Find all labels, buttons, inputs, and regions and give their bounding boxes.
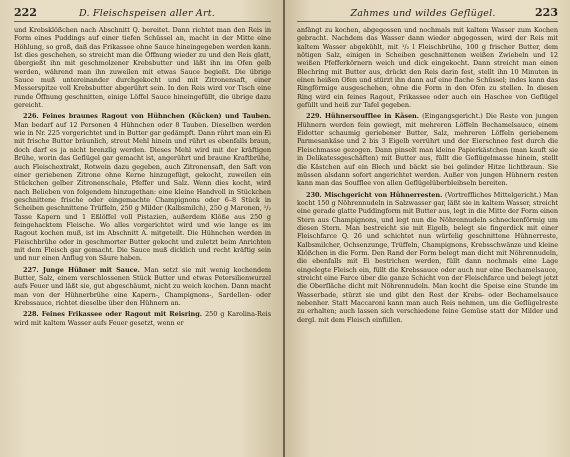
paragraph-continuation: [14, 26, 271, 109]
recipe-230: [297, 191, 558, 325]
recipe-text: Man bedarf auf 12 Personen 4 Hühnchen oder 8 Tauben. Dieselben werden wie in Nr. 225 vorgerichtet und in Butter gar gedämpft. Dann rührt man ein Ei mit frische Butter bräunlich, streut Mehl hinein und rührt es ebenfalls braun, doch darf es ja nicht brenzlig werden. Dieses Mehl wird mit der kräftigen Brühe, worin das Geflügel gar gemacht ist, angerührt und braune Kraftbrühe, auch Fleischextrakt, Rotwein dazu gegeben, auch Zitronensaft, den Saft von einer geriebenen Zitrone ohne Kerne hinzugefügt, gekocht, zuweilen ein Stückchen gelber Zitronenschale, Pfeffer und Salz. Wenn dies kocht, wird nach Belieben von folgendem hinzugethan: eine kleine Handvoll in Stückchen geschnittene frische oder eingemachte Champignons oder 6–8 Stück in Scheiben geschnittene Trüffeln, 250 g Milder (Kalbsmilch), 250 g Maronen, ¹/₂ Tasse Kapern und 1 Eßlöffel voll Pistazien, außerdem Klöße aus 250 g feingehacktem Fleische. Wo alles vorgerichtet wird und wie lange es im Ragout kochen muß, ist im Abschnitt A. mitgeteilt. Die Hühnchen werden in Fleischbrühe oder in geschmorter Butter gekocht und zuletzt beim Anrichten mit dem Fleisch gar gemacht. Die Sauce muß dicklich und recht kräftig sein und nur einen Anflug von Säure haben.: [14, 120, 271, 263]
recipe-heading: 227. Junge Hühner mit Sauce.: [23, 265, 145, 274]
right-page-header: [297, 6, 558, 22]
recipe-227: [14, 266, 271, 308]
right-running-title: Zahmes und wildes Geflügel.: [350, 8, 496, 19]
book-gutter: [283, 0, 285, 457]
right-page: [283, 0, 570, 457]
left-page-header: [14, 6, 271, 22]
recipe-heading: 230. Mischgericht von Hühnerresten.: [306, 190, 445, 199]
recipe-226: [14, 112, 271, 262]
paragraph-continuation: [297, 26, 558, 109]
left-page-body: [14, 26, 271, 327]
recipe-text: (Vortreffliches Mittelgericht.) Man kocht 150 g Nöhrennudeln in Salzwasser gar, läßt sie in kaltem Wasser, streicht eine gerade glatte Puddingform mit Butter aus, legt in die Mitte der Form einen Stern aus Champignons, und legt nun die Nöhrennudeln schneckenförmig um diesen Stern. Man bestreicht sie mit Eigelb, belegt sie fingerdick mit einer Fleischfarce Q. 26 und schichtet nun würfelig geschnittene Hühnerreste, Kalbsmilcher, Ochsenzunge, Trüffeln, Champignons, Krebsschwänze und kleine Klößchen in die Form. Den Rand der Form belegt man dicht mit Nöhrennudeln, die ebenfalls mit Ei bestrichen werden, füllt dann nochmals eine Lage eingelegte Fleisch ein, füllt die Krebssauce oder auch nur eine Bechamelsauce, streicht eine Farce über die ganze Schicht von der Fleischfarce und belegt jetzt die Oberfläche dicht mit Nöhrennudeln. Man kocht die Speise eine Stunde im Wasserbade, stürzt sie und gibt den Rest der Krebs- oder Bechamelsauce nebenher. Statt Maccaroni kann man auch Reis nehmen, um die Geflügelreste zu erhalten; auch lassen sich verschiedene feine Gemüse statt der Milder und dergl. mit dem Fleisch einfüllen.: [297, 190, 558, 324]
recipe-heading: 229. Hühnersoufflee in Käsen.: [306, 112, 423, 121]
recipe-228: [14, 310, 271, 327]
left-page-number: 222: [14, 6, 37, 19]
paragraph-text: anfängt zu kochen, abgegossen und nochmals mit kaltem Wasser zum Kochen gebracht. Nachdem das Wasser dann wieder abgegossen, wird der Reis mit kaltem Wasser abgekühlt, mit ¹/₂ l Fleischbrühe, 100 g frischer Butter, dem nötigen Salz, einigen in Scheiben geschnittenen weißen Zwiebeln und 12 weißen Pfefferkörnern weich und dick eingekocht. Dann streicht man einen Blechring mit Butter aus, drückt den Reis darin fest, stellt ihn 10 Minuten in einen heißen Ofen und stürzt ihn dann auf eine flache Schüssel; indes kann das Ringförmige ausgeschehen, ohne die Form in den Ofen zu stellen. In diesen Ring wird ein feines Ragout, Frikassee oder auch ein Haschee von Geflügel gefüllt und heiß zur Tafel gegeben.: [297, 26, 558, 110]
recipe-text: Man setzt sie mit wenig kochendem Butter, Salz, einem verschlossenen Stück Butter und etwas Petersilienwurzel aufs Feuer und läßt sie, gut abgeschäumt, nicht zu weich kochen. Dann macht man von der Hühnerbrühe eine Kapern-, Champignons-, Sardellen- oder Krebssauce, richtet dieselbe über den Hühnern an.: [14, 265, 271, 307]
recipe-text: (Eingangsgericht.) Die Reste von jungen Hühnern werden fein gewiegt, mit mehreren Löffeln Bechamelsauce, einem Eidotter schaumig geriebener Butter, Salz, mehreren Löffeln geriebenem Parmesankäse und 2 bis 3 Eigelb verrührt und der Eierschnee fest durch die Fleischmasse gezogen. Dann pinselt man kleine Papierkästchen (man kauft sie in Delikatessgeschäften) mit Butter aus, füllt die Geflügelmasse hinein, stellt die Kästchen auf ein Blech und bäckt sie bei gelinder Hitze lichtbraun. Sie müssen alsdann sofort angerichtet werden. Außer von jungen Hühnern resten kann man das Soufflee von allen Geflügelüberbleibseln bereiten.: [297, 112, 558, 188]
right-page-body: [297, 26, 558, 324]
left-page: [0, 0, 283, 457]
left-running-title: D. Fleischspeisen aller Art.: [79, 8, 215, 19]
paragraph-text: und Krebsklößchen nach Abschnitt Q. bereitet. Dann richtet man den Reis in Form eines Puddings auf einer tiefen Schüssel an, macht in der Mitte eine Höhlung, so groß, daß das Frikassee ohne Sauce hineingegeben werden kann. Ist dies geschehen, so streicht man die Öffnung wieder zu und den Reis glatt, übergießt ihn mit geschmolzener Krebsbutter und läßt ihn im Ofen gelb werden, während man ihn zuweilen mit etwas Sauce begießt. Die übrige Sauce muß untereinander durchgekocht und mit Zitronensaft, einer Messerspitze voll Krebsbutter abgerührt sein. In den Reis wird vor Tisch eine runde Öffnung geschnitten, einige Löffel Sauce hineingefüllt, die übrige dazu gereicht.: [14, 26, 271, 110]
recipe-229: [297, 112, 558, 187]
recipe-text: 250 g Karolina-Reis wird mit kaltem Wasser aufs Feuer gesetzt, wenn er: [14, 310, 271, 327]
right-page-number: 223: [535, 6, 558, 19]
recipe-heading: 228. Feines Frikassee oder Ragout mit Reisring.: [23, 310, 206, 319]
recipe-heading: 226. Feines braunes Ragout von Hühnchen (Kücken) und Tauben.: [23, 112, 271, 121]
